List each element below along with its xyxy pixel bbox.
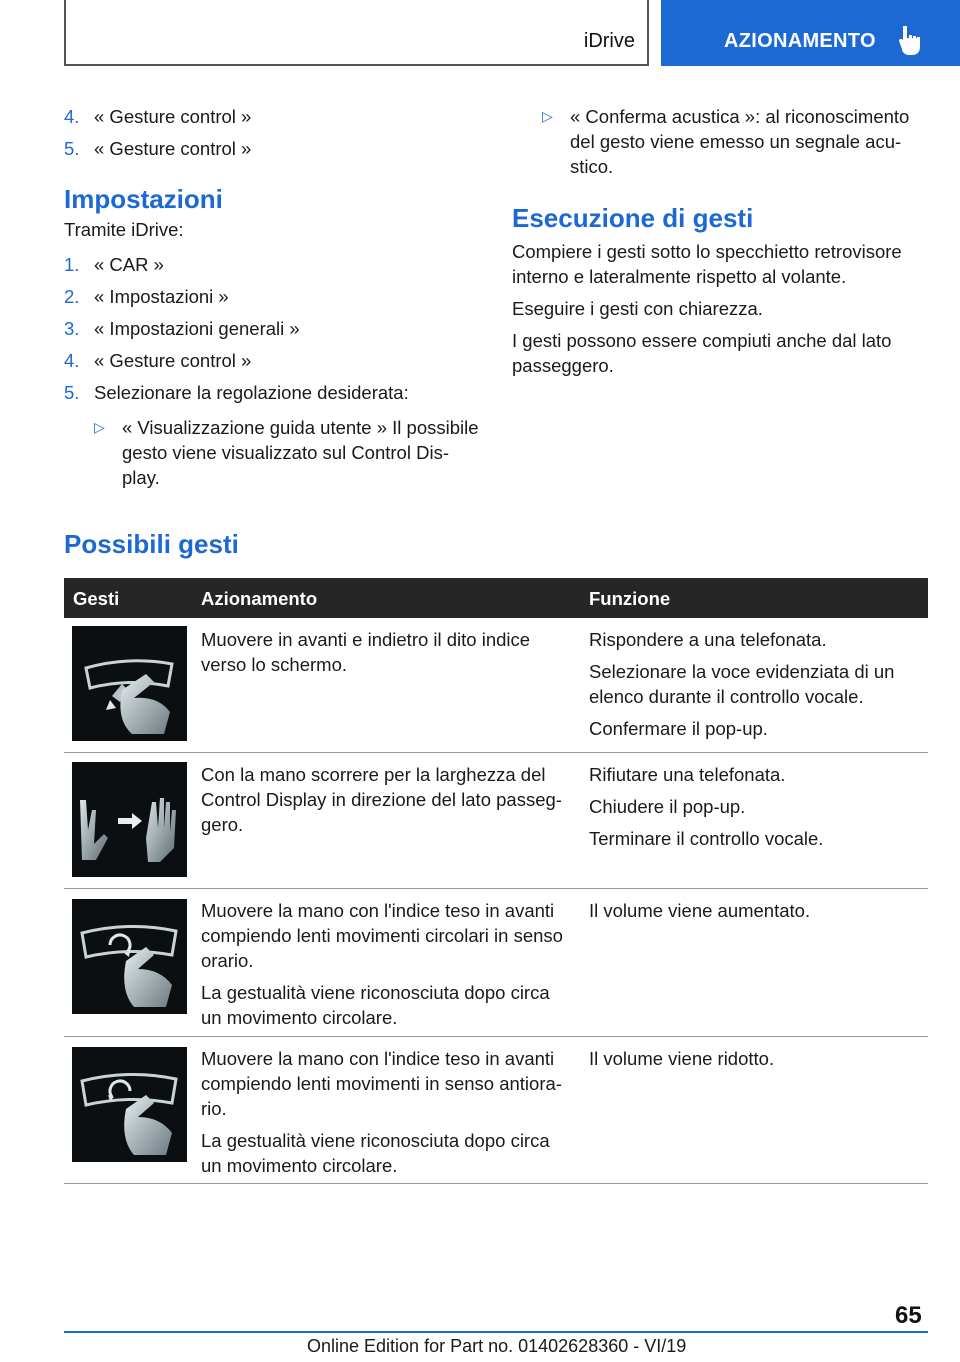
paragraph xyxy=(512,296,928,321)
gestures-table xyxy=(64,578,928,1184)
hand-pointer-icon xyxy=(896,24,922,56)
action-text: Muovere la mano con l'indice teso in avanti compiendo lenti movimenti in senso antiora- rio. xyxy=(201,1048,562,1119)
table-row xyxy=(64,753,928,889)
right-column xyxy=(512,104,928,385)
table-row xyxy=(64,1037,928,1184)
lead-paragraph: Tramite iDrive: xyxy=(64,219,184,240)
action-cell xyxy=(201,627,578,684)
triangle-bullet-icon: ▷ xyxy=(542,108,553,124)
paragraph-line: interno e lateralmente rispetto al volante. xyxy=(512,266,847,287)
list-item xyxy=(64,104,484,129)
list-item xyxy=(64,252,484,277)
function-text: Rifiutare una telefonata. xyxy=(589,764,786,785)
list-text: « Gesture control » xyxy=(94,106,252,127)
list-number: 4. xyxy=(64,106,80,127)
sub-bullet-line: play. xyxy=(122,467,160,488)
list-text: « Gesture control » xyxy=(94,138,252,159)
sub-bullet-line: del gesto viene emesso un segnale acu- xyxy=(570,131,902,152)
function-text: Il volume viene ridotto. xyxy=(589,1048,775,1069)
function-cell xyxy=(589,898,928,930)
list-text: « Impostazioni » xyxy=(94,286,229,307)
header-section-label: iDrive xyxy=(583,30,635,52)
sub-bullet-line: stico. xyxy=(570,156,614,177)
finger-circle-counterclockwise-icon xyxy=(72,1047,187,1162)
function-cell xyxy=(589,627,928,748)
column-header-azionamento: Azionamento xyxy=(201,588,318,609)
finger-circle-clockwise-icon xyxy=(72,899,187,1014)
sub-bullet-line: « Conferma acustica »: al riconoscimento xyxy=(570,106,910,127)
paragraph xyxy=(512,239,928,289)
hand-swipe-icon xyxy=(72,762,187,877)
list-number: 5. xyxy=(64,382,80,403)
list-item xyxy=(64,380,484,405)
paragraph xyxy=(512,328,928,378)
list-item xyxy=(64,136,484,161)
list-number: 1. xyxy=(64,254,80,275)
finger-tap-screen-icon xyxy=(72,626,187,741)
function-text: Chiudere il pop-up. xyxy=(589,796,746,817)
function-cell xyxy=(589,762,928,858)
action-text: Muovere la mano con l'indice teso in avanti compiendo lenti movimenti circolari in senso orario. xyxy=(201,900,563,971)
list-text: Selezionare la regolazione desiderata: xyxy=(94,382,409,403)
sub-bullet-item xyxy=(512,104,928,179)
footer-edition-note: Online Edition for Part no. 01402628360 - VI/19 xyxy=(307,1336,687,1356)
function-cell xyxy=(589,1046,928,1078)
list-text: « CAR » xyxy=(94,254,164,275)
list-number: 3. xyxy=(64,318,80,339)
table-row xyxy=(64,618,928,753)
list-number: 5. xyxy=(64,138,80,159)
action-cell xyxy=(201,1046,578,1185)
page-number: 65 xyxy=(895,1302,922,1329)
paragraph-line: Compiere i gesti sotto lo specchietto retrovisore xyxy=(512,241,902,262)
sub-bullet-line: gesto viene visualizzato sul Control Dis- xyxy=(122,442,449,463)
list-number: 2. xyxy=(64,286,80,307)
column-header-gesti: Gesti xyxy=(73,588,120,609)
paragraph-line: passeggero. xyxy=(512,355,614,376)
left-column xyxy=(64,104,484,490)
triangle-bullet-icon: ▷ xyxy=(94,419,105,435)
sub-bullet-line: « Visualizzazione guida utente » Il possibile xyxy=(122,417,479,438)
action-text: La gestualità viene riconosciuta dopo circa un movimento circolare. xyxy=(201,1130,550,1176)
list-text: « Impostazioni generali » xyxy=(94,318,300,339)
function-text: Il volume viene aumentato. xyxy=(589,900,811,921)
action-cell xyxy=(201,898,578,1037)
function-text: Rispondere a una telefonata. xyxy=(589,629,827,650)
list-item xyxy=(64,316,484,341)
table-row xyxy=(64,889,928,1037)
function-text: Confermare il pop-up. xyxy=(589,718,768,739)
action-text: Con la mano scorrere per la larghezza del Control Display in direzione del lato passeg- gero. xyxy=(201,764,562,835)
header-chapter-label: AZIONAMENTO xyxy=(724,30,876,52)
header-chapter-tab xyxy=(661,0,960,66)
function-text: Terminare il controllo vocale. xyxy=(589,828,824,849)
table-header-row xyxy=(64,578,928,618)
section-heading-esecuzione: Esecuzione di gesti xyxy=(512,203,754,233)
function-text: Selezionare la voce evidenziata di un elenco durante il controllo vocale. xyxy=(589,661,895,707)
action-cell xyxy=(201,762,578,844)
sub-bullet-item xyxy=(64,415,484,490)
list-number: 4. xyxy=(64,350,80,371)
footer-divider xyxy=(64,1331,928,1333)
section-heading-impostazioni: Impostazioni xyxy=(64,184,223,214)
paragraph-line: Eseguire i gesti con chiarezza. xyxy=(512,298,763,319)
list-item xyxy=(64,284,484,309)
list-item xyxy=(64,348,484,373)
paragraph-line: I gesti possono essere compiuti anche dal lato xyxy=(512,330,892,351)
action-text: Muovere in avanti e indietro il dito indice verso lo schermo. xyxy=(201,629,531,675)
header-section-tab xyxy=(64,0,649,66)
section-heading-possibili-gesti: Possibili gesti xyxy=(64,529,239,559)
list-text: « Gesture control » xyxy=(94,350,252,371)
column-header-funzione: Funzione xyxy=(589,588,671,609)
action-text: La gestualità viene riconosciuta dopo circa un movimento circolare. xyxy=(201,982,550,1028)
